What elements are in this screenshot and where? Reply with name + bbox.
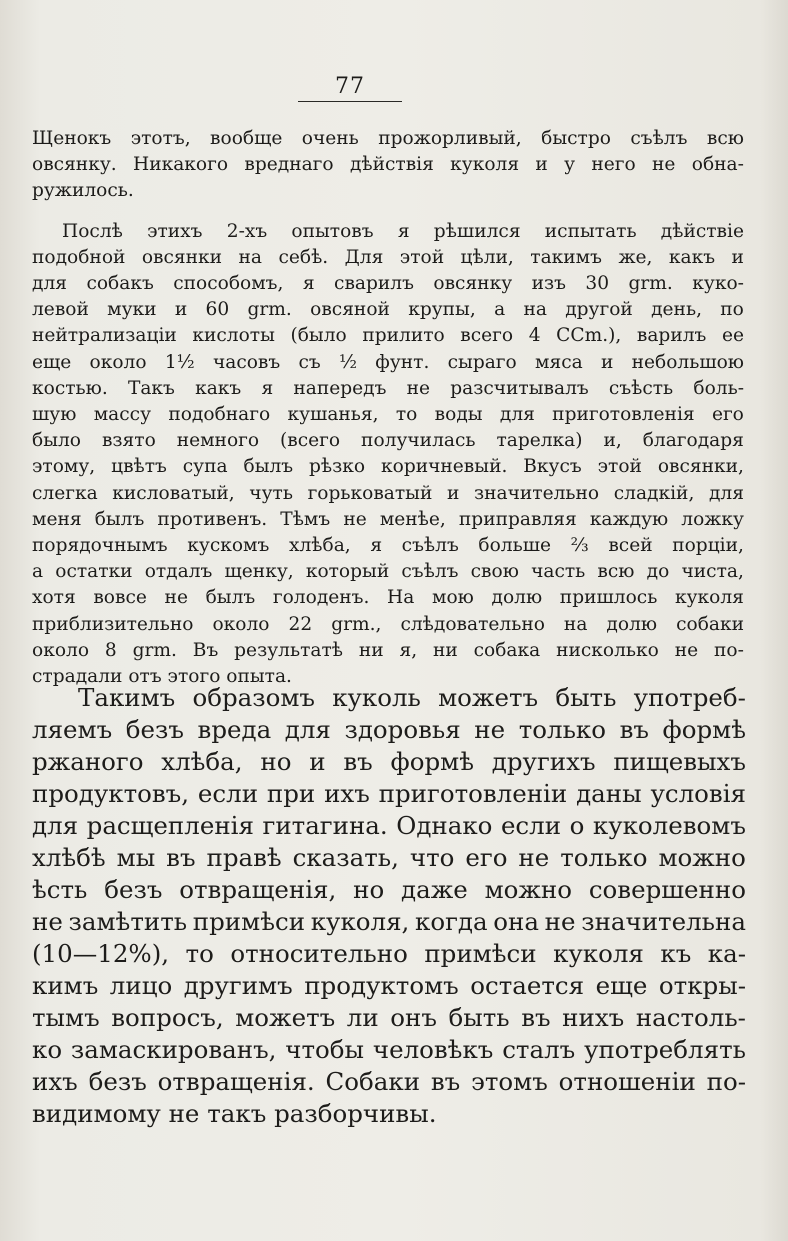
- text-line: страдали отъ этого опыта.: [32, 666, 292, 688]
- text-line: (10—12%), то относительно примѣси куколя къ ка-: [32, 939, 746, 968]
- text-line: слегка кисловатый, чуть горьковатый и значительно сладкій, для: [32, 482, 744, 504]
- text-line: ляемъ безъ вреда для здоровья не только въ формѣ: [32, 715, 746, 744]
- text-line: приблизительно около 22 grm., слѣдовательно на долю собаки: [32, 613, 744, 635]
- text-line: продуктовъ, если при ихъ приготовленіи даны условія: [32, 779, 746, 808]
- text-line: овсянку. Никакого вреднаго дѣйствія куколя и у него не обна-: [32, 154, 744, 176]
- text-line: ржаного хлѣба, но и въ формѣ другихъ пищевыхъ: [32, 747, 746, 776]
- text-line: для собакъ способомъ, я сварилъ овсянку изъ 30 grm. куко-: [32, 273, 744, 295]
- paragraph-self-experiment: [32, 219, 744, 691]
- text-line: еще около 1½ часовъ съ ½ фунт. сыраго мяса и небольшою: [32, 351, 744, 373]
- page-number-rule: [298, 101, 402, 102]
- text-line: тымъ вопросъ, можетъ ли онъ быть въ нихъ настоль-: [32, 1003, 746, 1032]
- text-line: нейтрализаціи кислоты (было прилито всего 4 CCm.), варилъ ее: [32, 325, 744, 347]
- text-line: для расщепленія гитагина. Однако если о куколевомъ: [32, 811, 746, 840]
- small-print-section: [32, 126, 744, 690]
- text-line: ко замаскированъ, чтобы человѣкъ сталъ употреблять: [32, 1035, 746, 1064]
- text-line: кимъ лицо другимъ продуктомъ остается еще откры-: [32, 971, 746, 1000]
- large-print-section: [32, 682, 746, 1130]
- text-line: ѣсть безъ отвращенія, но даже можно совершенно: [32, 875, 746, 904]
- text-line: ружилось.: [32, 180, 134, 202]
- page-number: 77: [335, 74, 365, 99]
- text-line: подобной овсянки на себѣ. Для этой цѣли, такимъ же, какъ и: [32, 246, 744, 268]
- paragraph-conclusion: [32, 682, 746, 1130]
- text-line: костью. Такъ какъ я напередъ не разсчитывалъ съѣсть боль-: [32, 377, 744, 399]
- text-line: видимому не такъ разборчивы.: [32, 1099, 437, 1128]
- text-line: не замѣтить примѣси куколя, когда она не значительна: [32, 907, 746, 936]
- text-line: хлѣбѣ мы въ правѣ сказать, что его не только можно: [32, 843, 746, 872]
- text-line: меня былъ противенъ. Тѣмъ не менѣе, приправляя каждую ложку: [32, 508, 744, 530]
- text-line: было взято немного (всего получилась тарелка) и, благодаря: [32, 430, 744, 452]
- text-line: ихъ безъ отвращенія. Собаки въ этомъ отношеніи по-: [32, 1067, 746, 1096]
- text-line: Щенокъ этотъ, вообще очень прожорливый, быстро съѣлъ всю: [32, 128, 744, 149]
- text-line: левой муки и 60 grm. овсяной крупы, а на другой день, по: [32, 299, 744, 321]
- text-line: этому, цвѣтъ супа былъ рѣзко коричневый. Вкусъ этой овсянки,: [32, 456, 744, 478]
- text-line: хотя вовсе не былъ голоденъ. На мою долю пришлось куколя: [32, 587, 744, 609]
- text-line: порядочнымъ кускомъ хлѣба, я съѣлъ больше ⅔ всей порціи,: [32, 535, 744, 557]
- text-line: около 8 grm. Въ результатѣ ни я, ни собака нисколько не по-: [32, 639, 744, 661]
- paragraph-puppy: [32, 126, 744, 205]
- text-line: а остатки отдалъ щенку, который съѣлъ свою часть всю до чиста,: [32, 561, 744, 583]
- text-line: Такимъ образомъ куколь можетъ быть употреб-: [78, 683, 746, 712]
- text-line: Послѣ этихъ 2-хъ опытовъ я рѣшился испытать дѣйствіе: [62, 220, 744, 242]
- text-line: шую массу подобнаго кушанья, то воды для приготовленія его: [32, 404, 744, 426]
